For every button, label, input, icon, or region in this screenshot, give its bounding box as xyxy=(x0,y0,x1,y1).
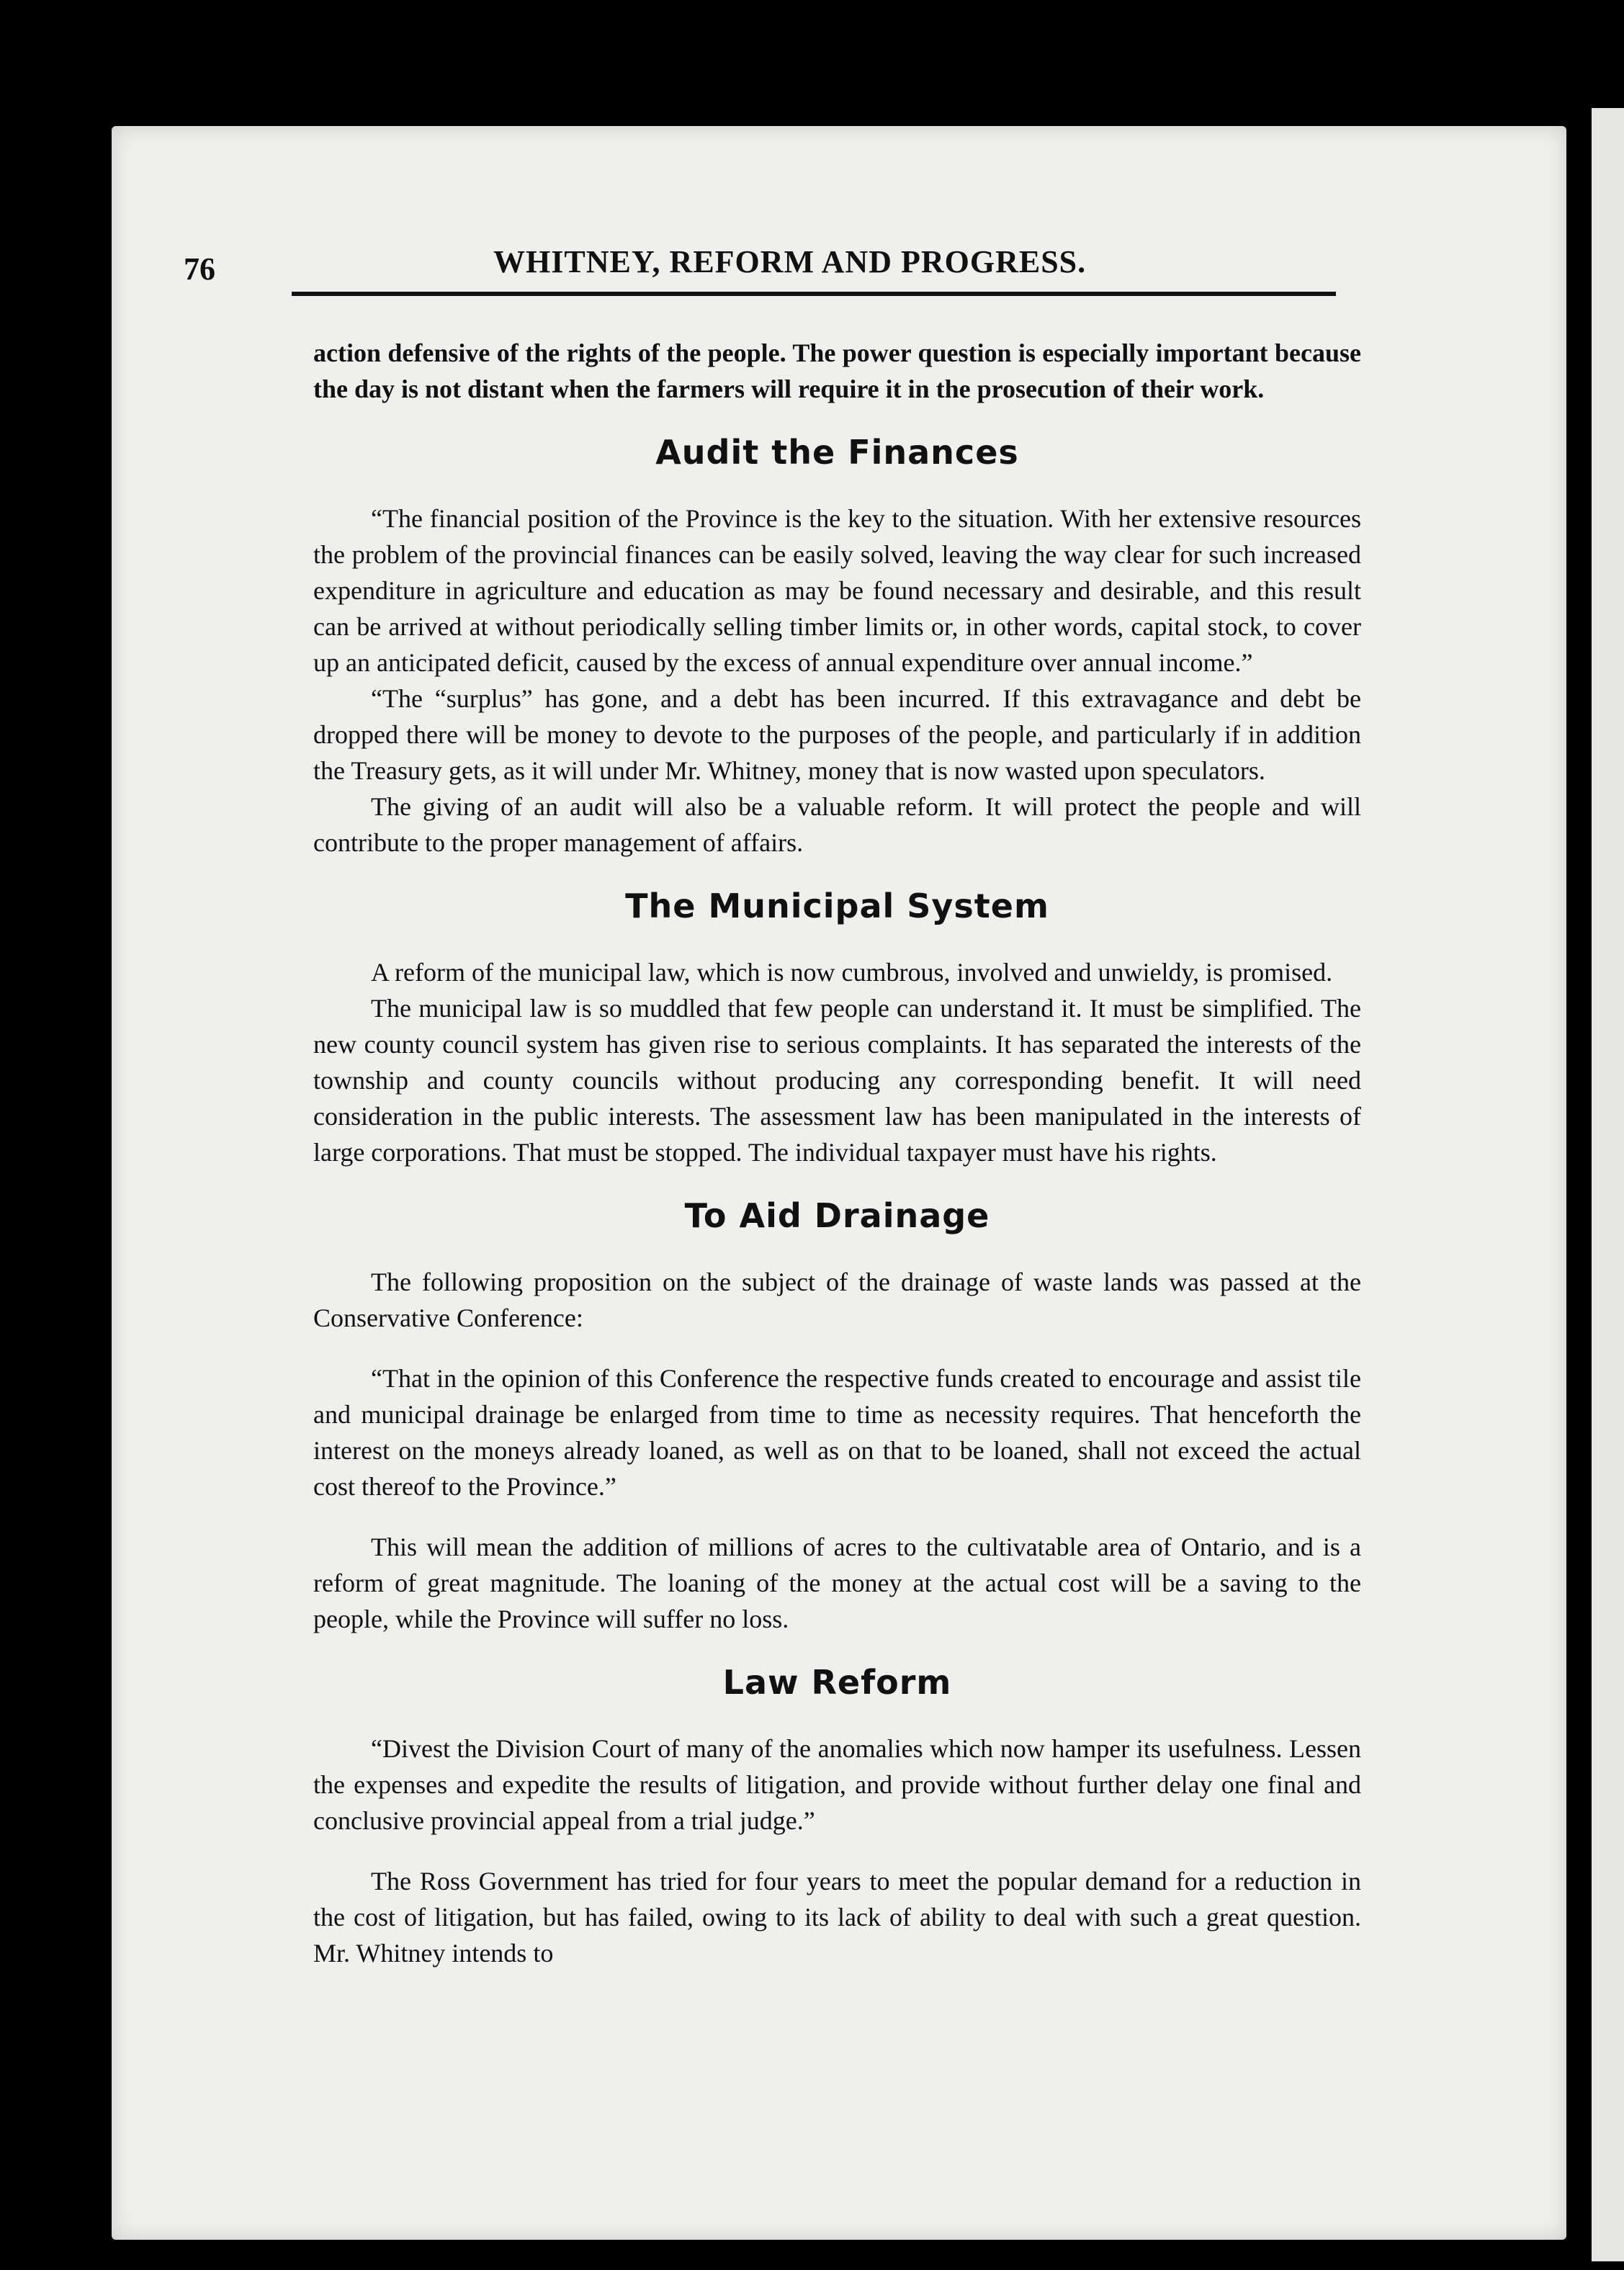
section-heading-law-reform: Law Reform xyxy=(722,1663,952,1702)
drainage-resolution-quote: “That in the opinion of this Conference the respective funds created to encourage and assist tile and municipal drainage be enlarged from time to time as necessity requires. That henceforth the interest on the moneys already loaned, as well as on that to be loaned, shall not exceed the actual cost thereof to the Province.” xyxy=(313,1364,1361,1501)
page-body xyxy=(313,335,1361,1971)
drainage-paragraph-3: This will mean the addition of millions of acres to the cultivatable area of Ontario, and is a reform of great magnitude. The loaning of the money at the actual cost will be a saving to the people, while the Province will suffer no loss. xyxy=(313,1533,1361,1633)
audit-paragraph-3: The giving of an audit will also be a valuable reform. It will protect the people and will contribute to the proper management of affairs. xyxy=(313,792,1361,857)
drainage-paragraph-1: The following proposition on the subject of the drainage of waste lands was passed at the Conservative Conference: xyxy=(313,1268,1361,1332)
page-number: 76 xyxy=(184,251,215,287)
section-heading-audit: Audit the Finances xyxy=(655,433,1019,472)
municipal-paragraph-1: A reform of the municipal law, which is now cumbrous, involved and unwieldy, is promised. xyxy=(371,958,1333,987)
section-heading-drainage: To Aid Drainage xyxy=(684,1196,990,1235)
municipal-paragraph-2: The municipal law is so muddled that few people can understand it. It must be simplified. The new county council system has given rise to serious complaints. It has separated the interests of the township and county councils without producing any corresponding benefit. It will need consideration in the public interests. The assessment law has been manipulated in the interests of large corporations. That must be stopped. The individual taxpayer must have his rights. xyxy=(313,994,1361,1167)
header-rule xyxy=(292,292,1336,296)
section-heading-municipal: The Municipal System xyxy=(625,887,1049,925)
intro-paragraph: action defensive of the rights of the people. The power question is especially important because the day is not distant when the farmers will require it in the prosecution of their work. xyxy=(313,338,1361,403)
adjacent-page-edge xyxy=(1592,108,1624,2261)
audit-paragraph-2: “The “surplus” has gone, and a debt has been incurred. If this extravagance and debt be dropped there will be money to devote to the purposes of the people, and particularly if in addition the Treasury gets, as it will under Mr. Whitney, money that is now wasted upon speculators. xyxy=(313,684,1361,785)
law-reform-paragraph-2: The Ross Government has tried for four years to meet the popular demand for a reduction in the cost of litigation, but has failed, owing to its lack of ability to deal with such a great question. Mr. Whitney intends to xyxy=(313,1867,1361,1968)
audit-paragraph-1: “The financial position of the Province is the key to the situation. With her extensive resources the problem of the provincial finances can be easily solved, leaving the way clear for such increased expenditure in agriculture and education as may be found necessary and desirable, and this result can be arrived at without periodically selling timber limits or, in other words, capital stock, to cover up an anticipated deficit, caused by the excess of annual expenditure over annual income.” xyxy=(313,504,1361,677)
law-reform-quote: “Divest the Division Court of many of the anomalies which now hamper its usefulness. Lessen the expenses and expedite the results of litigation, and provide without further delay one final and conclusive provincial appeal from a trial judge.” xyxy=(313,1734,1361,1835)
running-title: WHITNEY, REFORM AND PROGRESS. xyxy=(493,244,1087,279)
running-header xyxy=(184,243,1336,287)
